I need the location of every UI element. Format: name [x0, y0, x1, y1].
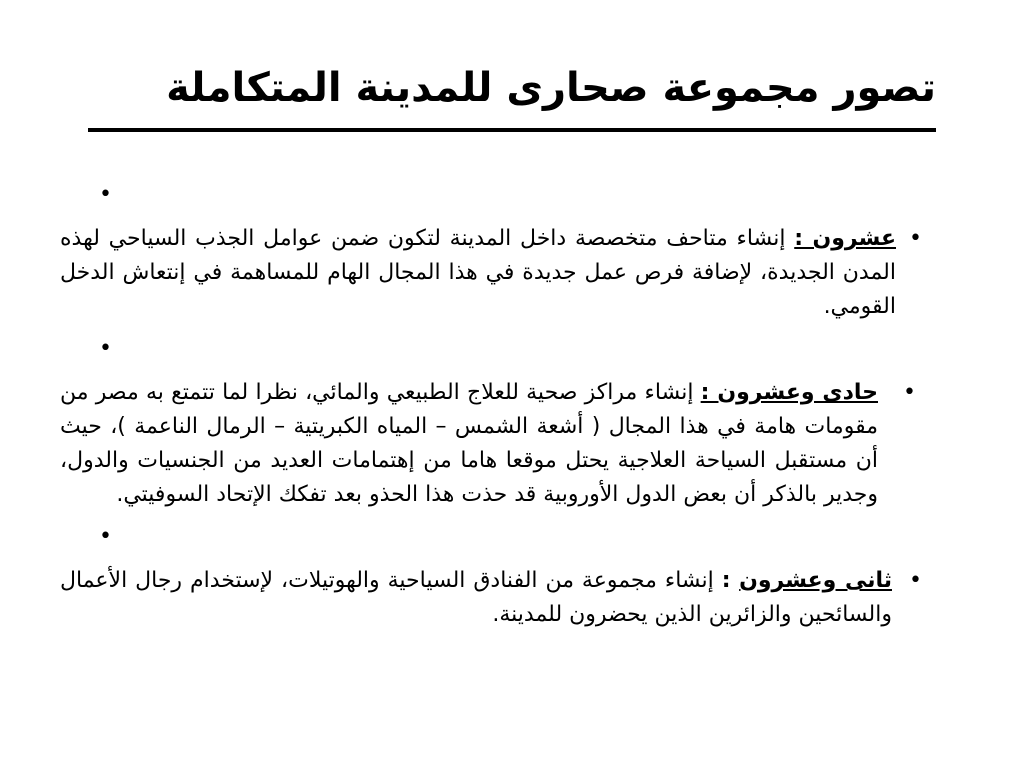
- bullet-text: إنشاء مجموعة من الفنادق السياحية والهوتيلات، لإستخدام رجال الأعمال والسائحين والزائرين الذين يحضرون للمدينة.: [60, 568, 892, 627]
- empty-bullet: [60, 178, 922, 212]
- bullet-list: [60, 178, 922, 640]
- bullet-dot-icon: •: [99, 524, 112, 549]
- bullet-dot-icon: •: [99, 336, 112, 361]
- bullet-dot-icon: •: [99, 182, 112, 207]
- bullet-term: عشرون :: [794, 226, 896, 251]
- bullet-item-twenty: [60, 222, 922, 324]
- bullet-item-twenty-two: [60, 564, 922, 632]
- bullet-text: إنشاء مراكز صحية للعلاج الطبيعي والمائي، نظرا لما تتمتع به مصر من مقومات هامة في هذا المجال ( أشعة الشمس – المياه الكبريتية – الرمال الناعمة )، حيث أن مستقبل السياحة العلاجية يحتل موقعا هاما من إهتمامات العديد من الجنسيات والدول، وجدير بالذكر أن بعض الدول الأوروبية قد حذت هذا الحذو بعد تفكك الإتحاد السوفيتي.: [60, 380, 878, 507]
- slide-title: تصور مجموعة صحارى للمدينة المتكاملة: [88, 48, 936, 132]
- bullet-dot-icon: •: [909, 568, 922, 593]
- bullet-dot-icon: •: [909, 226, 922, 251]
- empty-bullet: [60, 332, 922, 366]
- bullet-text: إنشاء متاحف متخصصة داخل المدينة لتكون ضمن عوامل الجذب السياحي لهذه المدن الجديدة، لإضافة فرص عمل جديدة في هذا المجال الهام للمساهمة في إنتعاش الدخل القومي.: [60, 226, 896, 319]
- empty-bullet: [60, 520, 922, 554]
- bullet-dot-icon: •: [903, 380, 916, 405]
- bullet-separator: :: [721, 568, 740, 593]
- bullet-term: ثانى وعشرون: [739, 568, 892, 593]
- bullet-term: حادى وعشرون :: [700, 380, 878, 405]
- bullet-item-twenty-one: [60, 376, 922, 512]
